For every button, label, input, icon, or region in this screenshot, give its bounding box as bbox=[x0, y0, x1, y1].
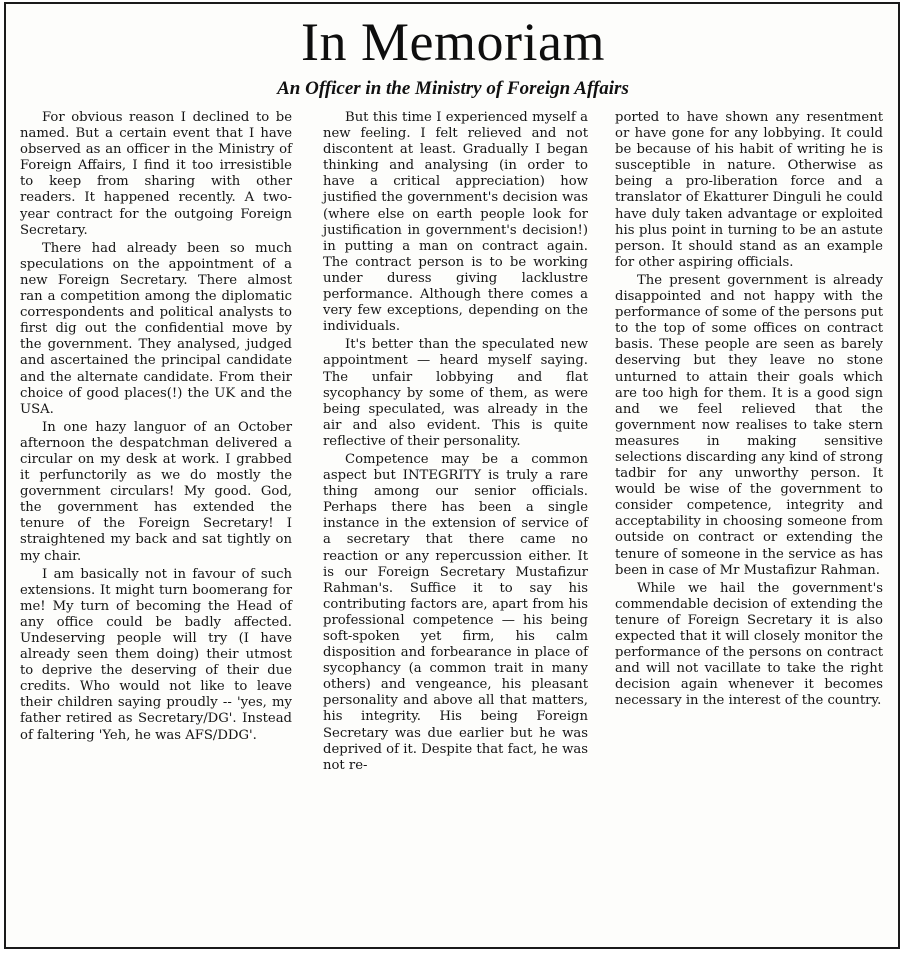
paragraph: I am basically not in favour of such extensions. It might turn boomerang for me! My turn of becoming the Head of any office could be badly affected. Undeserving people will try (I have already seen them doing) their utmost to deprive the deserving of their due credits. Who would not like to leave their children saying proudly -- 'yes, my father retired as Secretary/DG'. Instead of faltering 'Yeh, he was AFS/DDG'. bbox=[20, 566, 292, 743]
column-1 bbox=[20, 110, 292, 744]
paragraph: But this time I experienced myself a new feeling. I felt relieved and not discontent at least. Gradually I began thinking and analysing (in order to have a critical appreciation) how justified the government's decision was (where else on earth people look for justification in government's decision!) in putting a man on contract again. The contract person is to be working under duress giving lacklustre performance. Although there comes a very few exceptions, depending on the individuals. bbox=[323, 110, 588, 335]
paragraph: In one hazy languor of an October afternoon the despatchman delivered a circular on my desk at work. I grabbed it perfunctorily as we do mostly the government circulars! My good. God, the government has extended the tenure of the Foreign Secretary! I straightened my back and sat tightly on my chair. bbox=[20, 419, 292, 564]
article-title: In Memoriam bbox=[301, 12, 605, 72]
paragraph: Competence may be a common aspect but INTEGRITY is truly a rare thing among our senior officials. Perhaps there has been a single instance in the extension of service of a secretary that there came no reaction or any repercussion either. It is our Foreign Secretary Mustafizur Rahman's. Suffice it to say his contributing factors are, apart from his professional competence — his being soft-spoken yet firm, his calm disposition and forbearance in place of sycophancy (a common trait in many others) and vengeance, his pleasant personality and above all that matters, his integrity. His being Foreign Secretary was due earlier but he was deprived of it. Despite that fact, he was not re- bbox=[323, 451, 588, 773]
paragraph: There had already been so much speculations on the appointment of a new Foreign Secretary. There almost ran a competition among the diplomatic correspondents and political analysts to first dig out the confidential move by the government. They analysed, judged and ascertained the principal candidate and the alternate candidate. From their choice of good places(!) the UK and the USA. bbox=[20, 240, 292, 417]
paragraph: ported to have shown any resentment or have gone for any lobbying. It could be because of his habit of writing he is susceptible in nature. Otherwise as being a pro-liberation force and a translator of Ekatturer Dinguli he could have duly taken advantage or exploited his plus point in turning to be an astute person. It should stand as an example for other aspiring officials. bbox=[615, 110, 883, 270]
paragraph: The present government is already disappointed and not happy with the performance of some of the persons put to the top of some offices on contract basis. These people are seen as barely deserving but they leave no stone unturned to attain their goals which are too high for them. It is a good sign and we feel relieved that the government now realises to take stern measures in making sensitive selections discarding any kind of strong tadbir for any unworthy person. It would be wise of the government to consider competence, integrity and acceptability in choosing someone from outside on contract or extending the tenure of someone in the service as has been in case of Mr Mustafizur Rahman. bbox=[615, 272, 883, 578]
column-2 bbox=[323, 110, 588, 774]
paragraph: For obvious reason I declined to be named. But a certain event that I have observed as an officer in the Ministry of Foreign Affairs, I find it too irresistible to keep from sharing with other readers. It happened recently. A two-year contract for the outgoing Foreign Secretary. bbox=[20, 110, 292, 238]
column-3 bbox=[615, 110, 883, 709]
paragraph: It's better than the speculated new appointment — heard myself saying. The unfair lobbying and flat sycophancy by some of them, as were being speculated, was already in the air and also evident. This is quite reflective of their personality. bbox=[323, 337, 588, 449]
paragraph: While we hail the government's commendable decision of extending the tenure of Foreign Secretary it is also expected that it will closely monitor the performance of the persons on contract and will not vacillate to take the right decision again whenever it becomes necessary in the interest of the country. bbox=[615, 580, 883, 709]
article-byline: An Officer in the Ministry of Foreign Affairs bbox=[277, 78, 629, 99]
